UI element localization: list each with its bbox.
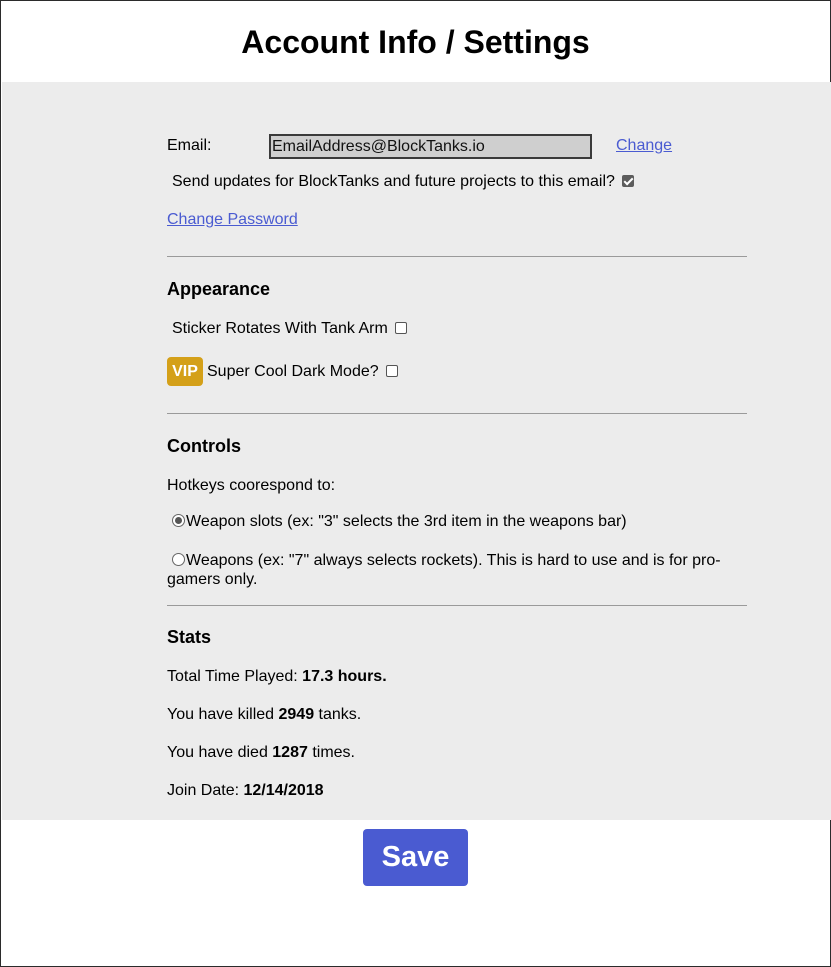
weapon-slots-label: Weapon slots (ex: "3" selects the 3rd item in the weapons bar): [186, 513, 627, 530]
weapons-radio[interactable]: [172, 553, 185, 566]
change-password-link[interactable]: Change Password: [167, 211, 298, 228]
stat-label: Join Date:: [167, 782, 244, 799]
option-weapon-slots[interactable]: [172, 513, 627, 531]
sticker-checkbox[interactable]: [395, 322, 407, 334]
dark-mode-row: [207, 363, 398, 381]
option-weapons[interactable]: [172, 552, 721, 570]
weapons-label-line2: gamers only.: [167, 571, 258, 588]
divider: [167, 413, 747, 414]
page-title: Account Info / Settings: [241, 24, 590, 60]
hotkeys-label: Hotkeys coorespond to:: [167, 477, 336, 494]
divider: [167, 605, 747, 606]
updates-row: [172, 173, 634, 191]
settings-panel: [2, 82, 831, 820]
email-field[interactable]: [269, 134, 592, 159]
divider: [167, 256, 747, 257]
save-button[interactable]: Save: [363, 829, 468, 886]
stat-kills: [167, 706, 361, 724]
stat-value: 2949: [278, 706, 315, 723]
dark-mode-label: Super Cool Dark Mode?: [207, 363, 379, 380]
stat-label: Total Time Played:: [167, 668, 303, 685]
appearance-heading: Appearance: [167, 279, 271, 299]
updates-label: Send updates for BlockTanks and future projects to this email?: [172, 173, 615, 190]
email-label: Email:: [167, 137, 212, 154]
stat-value: 1287: [272, 744, 308, 761]
stat-time-played: [167, 668, 387, 686]
stat-value: 12/14/2018: [243, 782, 324, 799]
stat-label: You have killed: [167, 706, 279, 723]
stat-suffix: times.: [307, 744, 355, 761]
stat-label: You have died: [167, 744, 273, 761]
change-email-link[interactable]: Change: [616, 137, 673, 154]
weapons-label-line1: Weapons (ex: "7" always selects rockets). This is hard to use and is for pro-: [186, 552, 721, 569]
stat-deaths: [167, 744, 355, 762]
stats-heading: Stats: [167, 627, 212, 647]
stat-suffix: tanks.: [314, 706, 362, 723]
controls-heading: Controls: [167, 436, 241, 456]
updates-checkbox[interactable]: [622, 175, 634, 187]
stat-value: 17.3 hours.: [302, 668, 387, 685]
stat-join-date: [167, 782, 324, 800]
sticker-label: Sticker Rotates With Tank Arm: [172, 320, 388, 337]
dark-mode-checkbox[interactable]: [386, 365, 398, 377]
sticker-row: [172, 320, 407, 338]
vip-badge: VIP: [167, 357, 203, 386]
weapon-slots-radio[interactable]: [172, 514, 185, 527]
